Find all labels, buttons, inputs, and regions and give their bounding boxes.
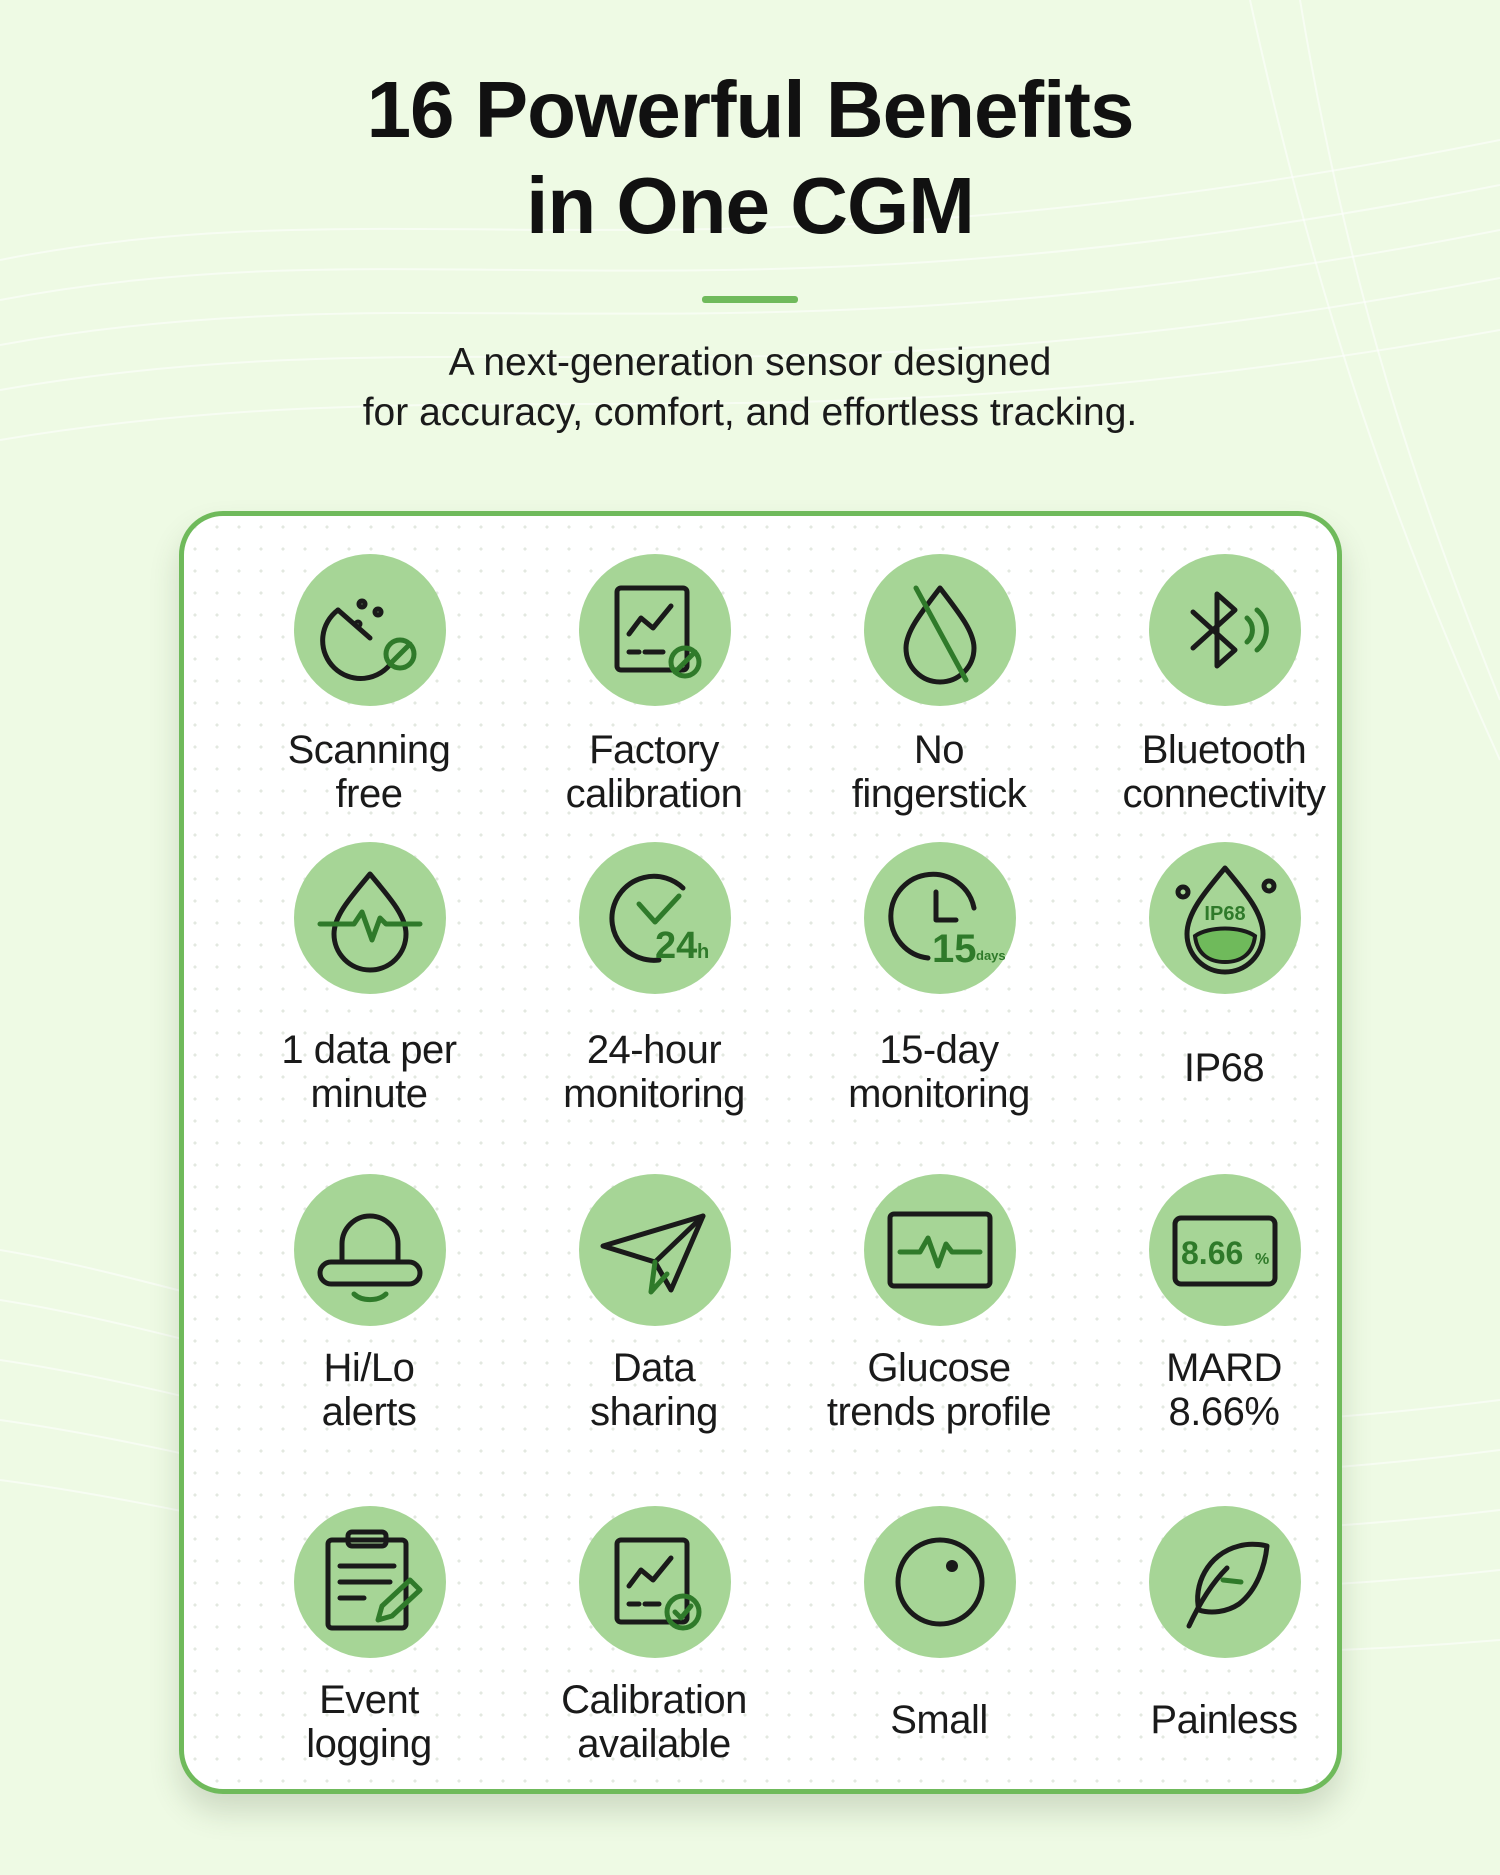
subtitle-line-2: for accuracy, comfort, and effortless tracking. (362, 391, 1138, 434)
paper-plane-icon (579, 1174, 731, 1326)
clock-24h-icon-subtext: h (697, 941, 710, 963)
benefit-bluetooth-connectivity (1079, 516, 1369, 816)
title-line-1: 16 Powerful Benefits (366, 65, 1134, 154)
benefit-label (224, 728, 514, 816)
mard-display-icon (1149, 1174, 1301, 1326)
benefit-label-line: connectivity (1122, 772, 1326, 816)
benefit-event-logging (224, 1468, 514, 1768)
benefit-label (224, 1346, 514, 1434)
benefit-label-line: Data (612, 1346, 696, 1390)
benefit-label (509, 1346, 799, 1434)
benefit-label-line: Factory (589, 728, 719, 772)
benefit-label-line: fingerstick (851, 772, 1027, 816)
benefit-label (1079, 1046, 1369, 1090)
clipboard-icon (294, 1506, 446, 1658)
clock-24h-icon (579, 842, 731, 994)
benefit-label-line: Calibration (561, 1678, 747, 1722)
page-subtitle (0, 338, 1500, 438)
clock-15-days-icon-text: 15 (932, 927, 977, 971)
benefit-hi-lo-alerts (224, 1136, 514, 1436)
benefit-label-line: Scanning (287, 728, 451, 772)
benefit-label-line: available (577, 1722, 731, 1766)
scan-free-icon (294, 554, 446, 706)
benefit-glucose-trends-profile (794, 1136, 1084, 1436)
benefit-label-line: 24-hour (586, 1028, 722, 1072)
benefit-15-day-monitoring (794, 804, 1084, 1116)
benefit-label (1079, 1346, 1369, 1434)
benefit-label-line: trends profile (826, 1390, 1052, 1434)
benefit-label-line: sharing (590, 1390, 718, 1434)
waterproof-drop-icon (1149, 842, 1301, 994)
benefit-label-line: 1 data per (281, 1028, 457, 1072)
benefit-label-line: MARD (1166, 1346, 1282, 1390)
subtitle-line-1: A next-generation sensor designed (448, 341, 1052, 384)
benefit-label (794, 728, 1084, 816)
benefit-label-line: free (335, 772, 403, 816)
benefit-label-line: 15-day (879, 1028, 999, 1072)
benefit-small (794, 1468, 1084, 1768)
glucose-monitor-icon (864, 1174, 1016, 1326)
benefit-label-line: No (913, 728, 965, 772)
benefit-label-line: Small (890, 1698, 988, 1742)
benefit-label (509, 1028, 799, 1116)
benefit-label (224, 1028, 514, 1116)
bluetooth-icon (1149, 554, 1301, 706)
benefit-label-line: Hi/Lo (323, 1346, 415, 1390)
clock-24h-icon-text: 24 (655, 925, 698, 967)
small-sensor-icon (864, 1506, 1016, 1658)
clock-15-days-icon (864, 842, 1016, 994)
benefit-painless (1079, 1468, 1369, 1768)
benefit-label (224, 1678, 514, 1766)
benefit-label-line: IP68 (1183, 1046, 1265, 1090)
benefit-label (509, 1678, 799, 1766)
waterproof-drop-icon-text: IP68 (1204, 903, 1246, 925)
benefit-label-line: 8.66% (1168, 1390, 1280, 1434)
benefit-label-line: Event (319, 1678, 419, 1722)
benefit-label-line: alerts (321, 1390, 417, 1434)
benefit-label (1079, 728, 1369, 816)
benefit-label-line: Glucose (867, 1346, 1011, 1390)
benefit-factory-calibration (509, 516, 799, 816)
data-per-minute-icon (294, 842, 446, 994)
mard-display-icon-text: 8.66 (1181, 1235, 1244, 1271)
benefit-data-sharing (509, 1136, 799, 1436)
accent-divider (702, 296, 798, 303)
bell-icon (294, 1174, 446, 1326)
benefit-label (794, 1028, 1084, 1116)
benefit-label (509, 728, 799, 816)
benefit-label-line: minute (310, 1072, 428, 1116)
benefit-mard (1079, 1136, 1369, 1436)
mard-display-icon-subtext: % (1255, 1251, 1270, 1268)
benefit-label-line: calibration (565, 772, 743, 816)
benefit-scanning-free (224, 516, 514, 816)
calibration-check-icon (579, 1506, 731, 1658)
benefits-card (179, 511, 1342, 1794)
clock-15-days-icon-subtext: days (976, 948, 1006, 963)
benefit-data-per-minute (224, 804, 514, 1116)
benefit-label-line: monitoring (563, 1072, 745, 1116)
page-title (0, 62, 1500, 254)
benefit-label (794, 1698, 1084, 1742)
benefit-label-line: monitoring (848, 1072, 1030, 1116)
no-fingerstick-icon (864, 554, 1016, 706)
title-line-2: in One CGM (526, 161, 974, 250)
feather-icon (1149, 1506, 1301, 1658)
benefit-label (1079, 1698, 1369, 1742)
benefit-label (794, 1346, 1084, 1434)
benefit-24-hour-monitoring (509, 804, 799, 1116)
benefit-label-line: logging (306, 1722, 432, 1766)
benefit-label-line: Bluetooth (1141, 728, 1307, 772)
benefit-label-line: Painless (1150, 1698, 1298, 1742)
benefit-calibration-available (509, 1468, 799, 1768)
benefit-ip68 (1079, 804, 1369, 1104)
factory-calibration-icon (579, 554, 731, 706)
benefit-no-fingerstick (794, 516, 1084, 816)
